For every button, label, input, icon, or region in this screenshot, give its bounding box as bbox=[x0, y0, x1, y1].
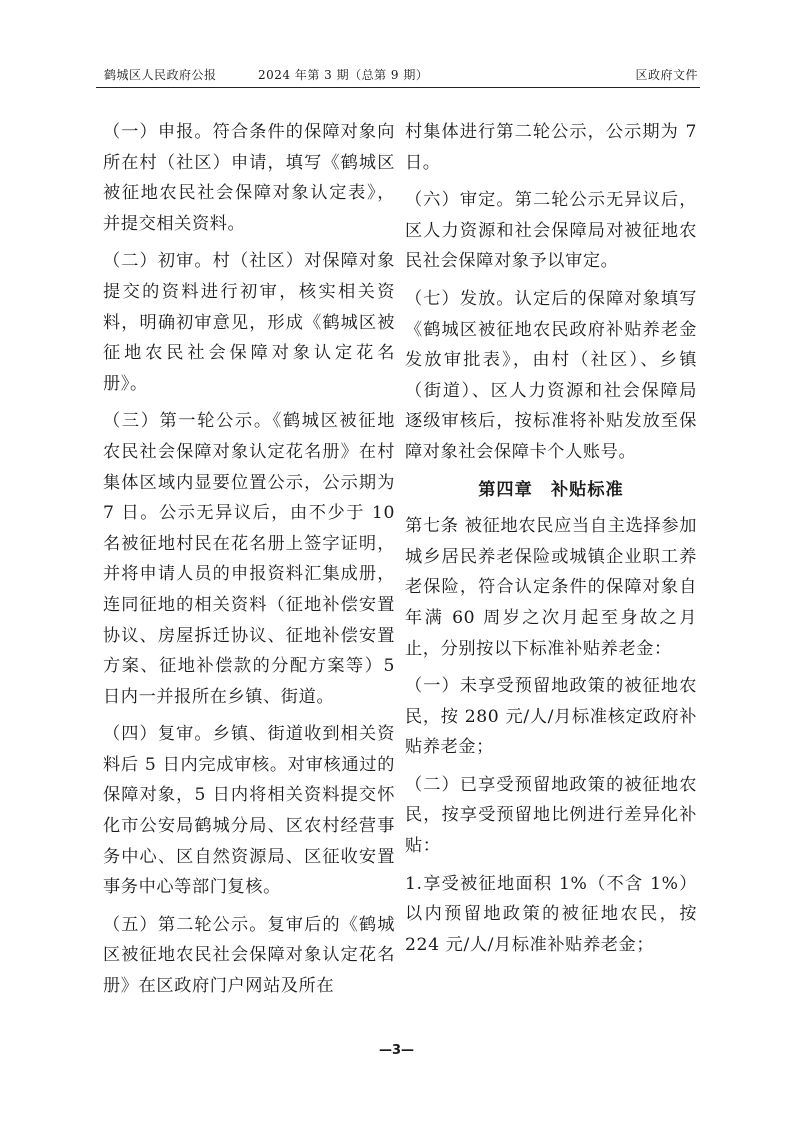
header-issue-number: 2024 年第 3 期（总第 9 期） bbox=[258, 68, 429, 82]
paragraph-apply: （一）申报。符合条件的保障对象向所在村（社区）申请，填写《鹤城区被征地农民社会保障对象认定表》，并提交相关资料。 bbox=[103, 122, 395, 234]
paragraph-article-seven: 第七条 被征地农民应当自主选择参加城乡居民养老保险或城镇企业职工养老保险，符合认定条件的保障对象自年满 60 周岁之次月起至身故之月止，分别按以下标准补贴养老金： bbox=[405, 516, 697, 659]
paragraph-payment: （七）发放。认定后的保障对象填写《鹤城区被征地农民政府补贴养老金发放审批表》，由村（社区）、乡镇（街道）、区人力资源和社会保障局逐级审核后，按标准将补贴发放至保障对象社会保障卡个人账号。 bbox=[405, 288, 697, 462]
header-rule bbox=[96, 87, 700, 88]
page-header bbox=[104, 66, 698, 86]
paragraph-continuation: 村集体进行第二轮公示，公示期为 7 日。 bbox=[405, 122, 697, 173]
left-column bbox=[103, 117, 395, 1009]
paragraph-second-review: （四）复审。乡镇、街道收到相关资料后 5 日内完成审核。对审核通过的保障对象，5 日内将相关资料提交怀化市公安局鹤城分局、区农村经营事务中心、区自然资源局、区征收安置事务中心等部门复核。 bbox=[103, 724, 395, 898]
chapter-heading: 第四章 补贴标准 bbox=[478, 479, 624, 500]
header-publication-name: 鹤城区人民政府公报 bbox=[104, 68, 217, 82]
paragraph-first-publicity: （三）第一轮公示。《鹤城区被征地农民社会保障对象认定花名册》在村集体区域内显要位置公示，公示期为 7 日。公示无异议后，由不少于 10 名被征地村民在花名册上签字证明，并将申请人员的申报资料汇集成册，连同征地的相关资料（征地补偿安置协议、房屋拆迁协议、征地补偿安置方案、征地补偿款的分配方案等）5 日内一并报所在乡镇、街道。 bbox=[103, 411, 395, 707]
paragraph-reserved-land: （二）已享受预留地政策的被征地农民，按享受预留地比例进行差异化补贴： bbox=[405, 774, 697, 857]
paragraph-approval: （六）审定。第二轮公示无异议后，区人力资源和社会保障局对被征地农民社会保障对象予以审定。 bbox=[405, 190, 697, 272]
header-section-name: 区政府文件 bbox=[635, 68, 698, 82]
right-column bbox=[405, 117, 697, 967]
paragraph-no-reserved-land: （一）未享受预留地政策的被征地农民，按 280 元/人/月标准核定政府补贴养老金； bbox=[405, 676, 697, 758]
paragraph-second-publicity: （五）第二轮公示。复审后的《鹤城区被征地农民社会保障对象认定花名册》在区政府门户网站及所在 bbox=[103, 914, 395, 997]
page-number: —3— bbox=[378, 1043, 415, 1058]
paragraph-reserved-land-tier-one: 1.享受被征地面积 1%（不含 1%）以内预留地政策的被征地农民，按 224 元/人/月标准补贴养老金； bbox=[405, 873, 697, 955]
paragraph-first-review: （二）初审。村（社区）对保障对象提交的资料进行初审，核实相关资料，明确初审意见，形成《鹤城区被征地农民社会保障对象认定花名册》。 bbox=[103, 251, 395, 394]
